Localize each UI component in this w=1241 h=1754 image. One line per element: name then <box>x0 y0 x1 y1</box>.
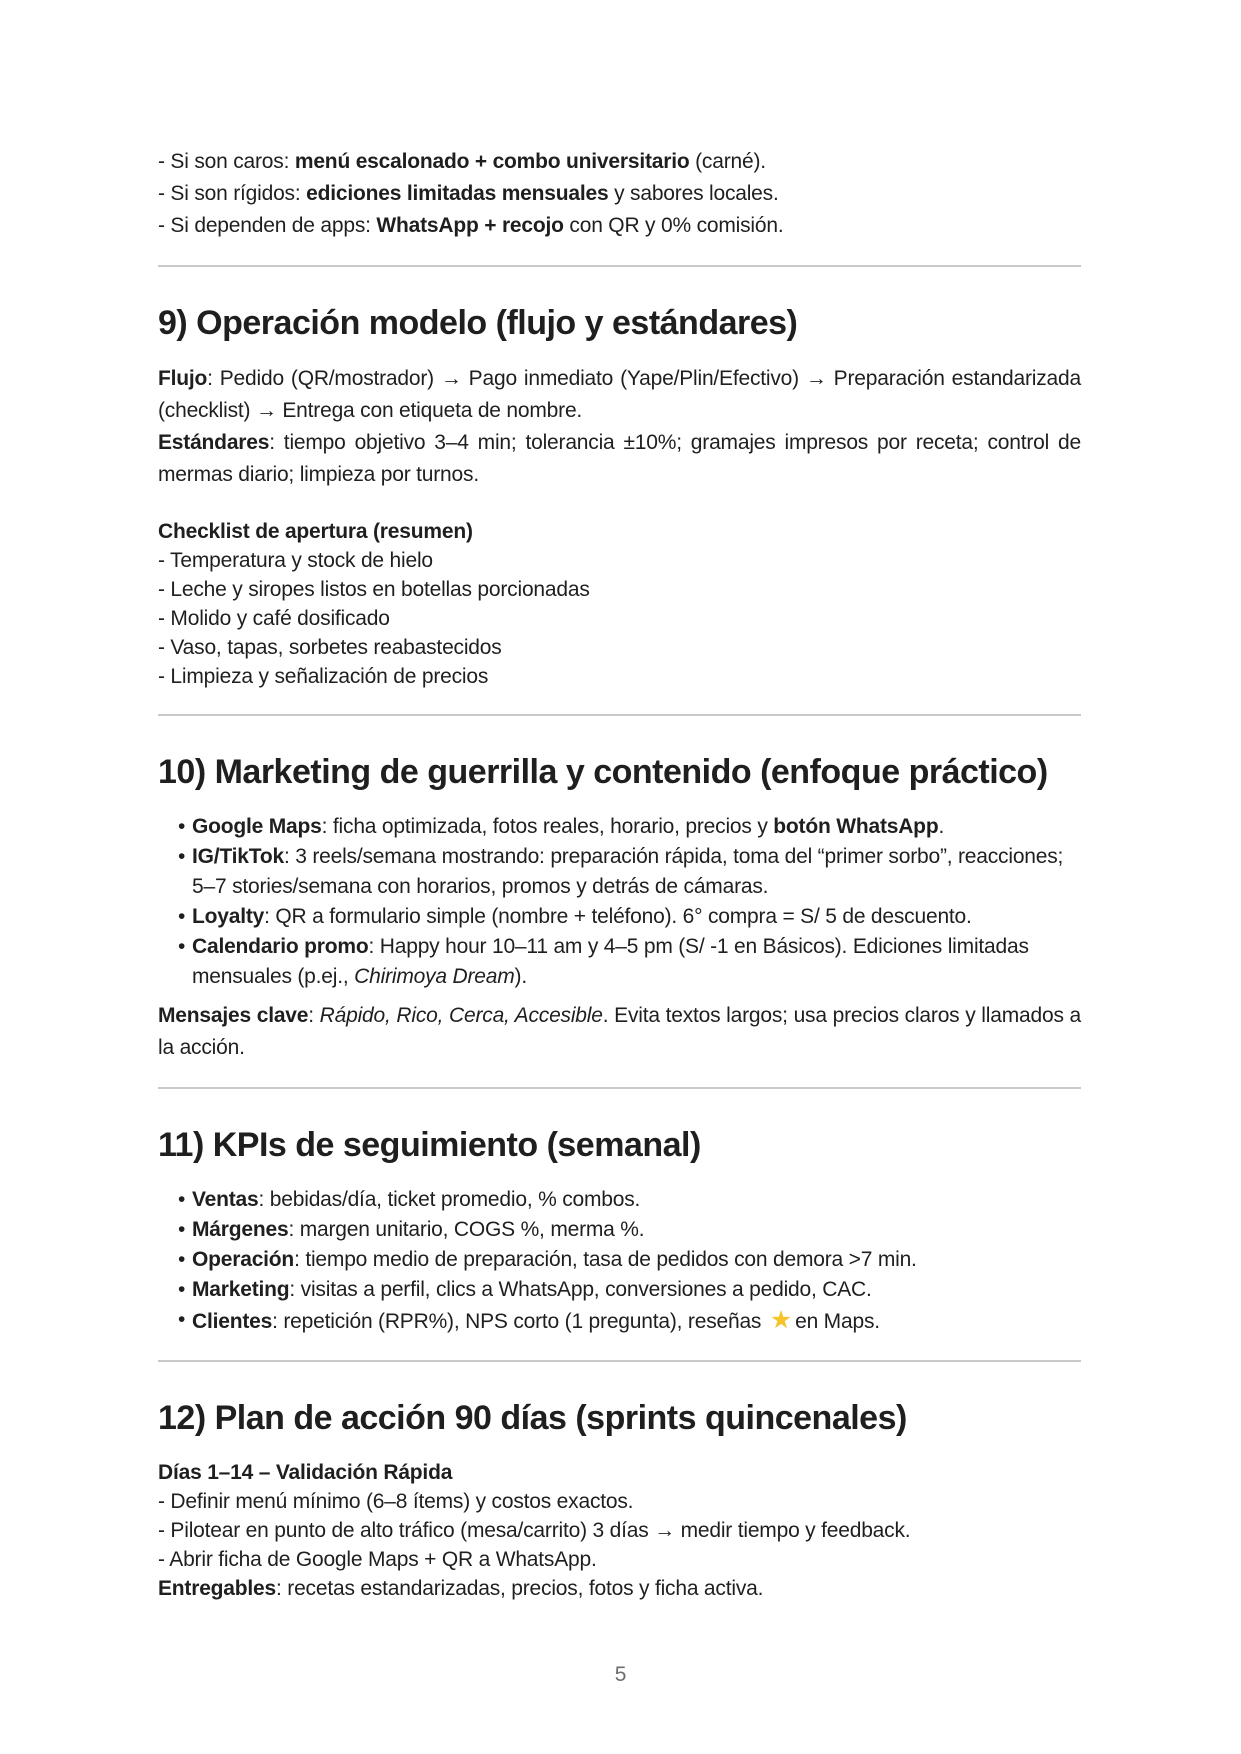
section-9-operacion <box>158 301 1081 691</box>
section-10-marketing <box>158 750 1081 1064</box>
section-pricing-options <box>158 146 1081 242</box>
bullet-marker: • <box>178 935 186 958</box>
sprint-title: Días 1–14 – Validación Rápida <box>158 1461 453 1484</box>
bullet-text <box>192 815 944 838</box>
marketing-bullet-list <box>158 812 1081 992</box>
text-segment: Márgenes <box>192 1218 289 1241</box>
sprint-1-block <box>158 1458 1081 1603</box>
bullet-text <box>192 1278 872 1301</box>
text-segment: Entregables <box>158 1577 277 1600</box>
text-segment: Rápido, Rico, Cerca, Accesible <box>319 1004 603 1027</box>
text-segment: Loyalty <box>192 905 265 928</box>
kpi-bullet-list <box>158 1185 1081 1337</box>
text-segment: Clientes <box>192 1310 273 1333</box>
bullet-item <box>158 1215 1081 1245</box>
bullet-item <box>158 902 1081 932</box>
bullet-marker: • <box>178 905 186 928</box>
text-segment: ). <box>514 965 527 988</box>
text-segment: - Abrir ficha de Google Maps + QR a WhatsApp. <box>158 1548 597 1571</box>
text-segment: . <box>938 815 945 838</box>
checklist-item: - Molido y café dosificado <box>158 607 390 630</box>
bullet-text <box>192 905 972 928</box>
text-segment: : 3 reels/semana mostrando: preparación rápida, toma del “primer sorbo”, reacciones; 5–7 stories/semana con horarios, promos y detrás de cámaras. <box>192 845 1064 898</box>
text-segment: Calendario promo <box>192 935 369 958</box>
text-segment: Flujo <box>158 367 208 390</box>
bullet-marker: • <box>178 1248 186 1271</box>
flujo-paragraph <box>158 363 1081 427</box>
bullet-item <box>158 1305 1081 1337</box>
estandares-paragraph <box>158 427 1081 491</box>
text-segment: con QR y 0% comisión. <box>563 214 784 237</box>
text-segment: : QR a formulario simple (nombre + teléfono). 6° compra = S/ 5 de descuento. <box>264 905 972 928</box>
bullet-item <box>158 1245 1081 1275</box>
text-segment: : ficha optimizada, fotos reales, horario, precios y <box>321 815 774 838</box>
text-segment: : tiempo medio de preparación, tasa de pedidos con demora >7 min. <box>294 1248 917 1271</box>
intro-line <box>158 146 1081 178</box>
bullet-text <box>192 1306 880 1334</box>
section-12-plan-90-dias <box>158 1396 1081 1603</box>
bullet-text <box>192 1188 640 1211</box>
bullet-item <box>158 1275 1081 1305</box>
text-segment: : <box>308 1004 320 1027</box>
section-divider <box>158 265 1081 267</box>
bullet-marker: • <box>178 1278 186 1301</box>
intro-line <box>158 178 1081 210</box>
text-segment: y sabores locales. <box>608 182 779 205</box>
text-segment: Ventas <box>192 1188 259 1211</box>
bullet-item <box>158 932 1081 992</box>
bullet-marker: • <box>178 1308 186 1331</box>
entregables-line <box>158 1574 1081 1603</box>
section-divider <box>158 1087 1081 1089</box>
section-9-heading: 9) Operación modelo (flujo y estándares) <box>158 304 798 342</box>
sprint-task <box>158 1516 1081 1545</box>
text-segment: Chirimoya Dream <box>354 965 515 988</box>
text-segment: Marketing <box>192 1278 290 1301</box>
bullet-marker: • <box>178 845 186 868</box>
text-segment: : tiempo objetivo 3–4 min; tolerancia ±10%; gramajes impresos por receta; control de mermas diario; limpieza por turnos. <box>158 431 1081 486</box>
text-segment: : bebidas/día, ticket promedio, % combos. <box>258 1188 641 1211</box>
bullet-text <box>192 935 1029 988</box>
text-segment: en Maps. <box>795 1310 880 1333</box>
star-icon: ★ <box>769 1306 793 1334</box>
checklist-title: Checklist de apertura (resumen) <box>158 520 473 543</box>
text-segment: - Si son rígidos: <box>158 182 307 205</box>
bullet-marker: • <box>178 815 186 838</box>
text-segment: Estándares <box>158 431 270 454</box>
page-number: 5 <box>614 1663 627 1686</box>
bullet-item <box>158 1185 1081 1215</box>
sprint-task <box>158 1487 1081 1516</box>
text-segment: ediciones limitadas mensuales <box>306 182 609 205</box>
text-segment: : recetas estandarizadas, precios, fotos y ficha activa. <box>276 1577 764 1600</box>
section-divider <box>158 1360 1081 1362</box>
text-segment: Google Maps <box>192 815 322 838</box>
text-segment: (carné). <box>689 150 766 173</box>
text-segment: : Happy hour 10–11 am y 4–5 pm (S/ -1 en Básicos). Ediciones limitadas mensuales (p.ej., <box>192 935 1029 988</box>
text-segment: IG/TikTok <box>192 845 284 868</box>
intro-line <box>158 210 1081 242</box>
text-segment: - Si dependen de apps: <box>158 214 377 237</box>
key-messages-paragraph <box>158 1000 1081 1064</box>
checklist-item: - Leche y siropes listos en botellas porcionadas <box>158 578 590 601</box>
checklist-apertura <box>158 517 1081 691</box>
checklist-item: - Vaso, tapas, sorbetes reabastecidos <box>158 636 502 659</box>
text-segment: - Definir menú mínimo (6–8 ítems) y costos exactos. <box>158 1490 634 1513</box>
text-segment: . Evita textos largos; usa precios claros y llamados a la acción. <box>158 1004 1081 1059</box>
section-12-heading: 12) Plan de acción 90 días (sprints quincenales) <box>158 1399 907 1437</box>
bullet-text <box>192 1248 917 1271</box>
section-11-kpis <box>158 1123 1081 1337</box>
text-segment: menú escalonado + combo universitario <box>294 150 690 173</box>
section-divider <box>158 714 1081 716</box>
section-11-heading: 11) KPIs de seguimiento (semanal) <box>158 1126 701 1164</box>
text-segment: : repetición (RPR%), NPS corto (1 pregunta), reseñas <box>272 1310 767 1333</box>
checklist-item: - Temperatura y stock de hielo <box>158 549 433 572</box>
text-segment: : visitas a perfil, clics a WhatsApp, conversiones a pedido, CAC. <box>289 1278 872 1301</box>
text-segment: Mensajes clave <box>158 1004 309 1027</box>
bullet-marker: • <box>178 1218 186 1241</box>
bullet-text <box>192 1218 644 1241</box>
section-10-heading: 10) Marketing de guerrilla y contenido (enfoque práctico) <box>158 753 1048 791</box>
text-segment: : margen unitario, COGS %, merma %. <box>288 1218 645 1241</box>
bullet-marker: • <box>178 1188 186 1211</box>
text-segment: : Pedido (QR/mostrador) → Pago inmediato (Yape/Plin/Efectivo) → Preparación estandarizada (checklist) → Entrega con etiqueta de nombre. <box>158 367 1081 422</box>
text-segment: WhatsApp + recojo <box>376 214 564 237</box>
bullet-item <box>158 812 1081 842</box>
text-segment: botón WhatsApp <box>773 815 939 838</box>
text-segment: - Si son caros: <box>158 150 295 173</box>
checklist-item: - Limpieza y señalización de precios <box>158 665 489 688</box>
text-segment: - Pilotear en punto de alto tráfico (mesa/carrito) 3 días → medir tiempo y feedback. <box>158 1519 911 1542</box>
text-segment: Operación <box>192 1248 295 1271</box>
sprint-task <box>158 1545 1081 1574</box>
bullet-item <box>158 842 1081 902</box>
bullet-text <box>192 845 1063 898</box>
